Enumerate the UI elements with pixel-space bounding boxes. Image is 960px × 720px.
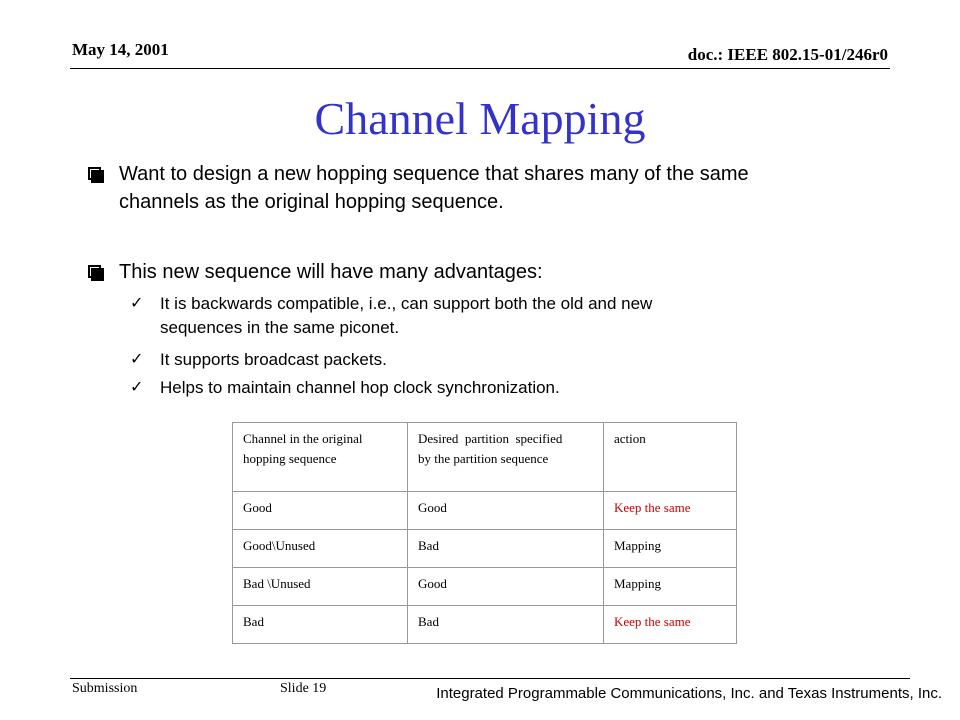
table-cell: Bad: [408, 606, 604, 644]
sub-bullet-text: Helps to maintain channel hop clock synchronization.: [160, 378, 560, 397]
header-divider: [70, 68, 890, 69]
square-bullet-icon: [88, 265, 101, 278]
channel-mapping-table: [232, 422, 737, 644]
header-text: Desired partition specified: [418, 431, 563, 446]
bullet-text: Want to design a new hopping sequence that shares many of the same: [119, 163, 749, 185]
header-date: May 14, 2001: [72, 40, 169, 59]
table-cell: Good: [408, 568, 604, 606]
table-row: [233, 568, 737, 606]
bullet-text: This new sequence will have many advantages:: [119, 261, 543, 283]
table-cell: Bad: [233, 606, 408, 644]
checkmark-icon: ✓: [130, 351, 144, 368]
footer-organization: Integrated Programmable Communications, Inc. and Texas Instruments, Inc.: [436, 685, 942, 702]
sub-bullet-text: It is backwards compatible, i.e., can support both the old and new: [160, 294, 653, 313]
checkmark-icon: ✓: [130, 379, 144, 396]
table-cell: Good: [408, 492, 604, 530]
footer-divider: [70, 678, 910, 679]
table-row: [233, 606, 737, 644]
sub-bullet-text: sequences in the same piconet.: [160, 318, 400, 337]
bullet-text: channels as the original hopping sequence.: [119, 191, 504, 213]
header-text: hopping sequence: [243, 451, 337, 466]
header-text: Channel in the original: [243, 431, 363, 446]
header-doc-id: doc.: IEEE 802.15-01/246r0: [687, 45, 888, 64]
table-header-row: [233, 423, 737, 492]
table-cell: Mapping: [604, 568, 737, 606]
table-header-cell: [408, 423, 604, 492]
table-row: [233, 530, 737, 568]
checkmark-icon: ✓: [130, 295, 144, 312]
sub-bullet-text: It supports broadcast packets.: [160, 350, 387, 369]
table-row: [233, 492, 737, 530]
footer-submission: Submission: [72, 681, 138, 696]
header-text: by the partition sequence: [418, 451, 549, 466]
table-cell: Bad: [408, 530, 604, 568]
slide-title: Channel Mapping: [314, 93, 646, 144]
footer-slide-number: Slide 19: [280, 681, 327, 696]
table-cell: Good\Unused: [233, 530, 408, 568]
table-cell: Good: [233, 492, 408, 530]
table-header-cell: [233, 423, 408, 492]
table-cell: Mapping: [604, 530, 737, 568]
header-text: action: [614, 431, 646, 446]
table-header-cell: [604, 423, 737, 492]
table-cell: Keep the same: [604, 492, 737, 530]
square-bullet-icon: [88, 167, 101, 180]
table-cell: Keep the same: [604, 606, 737, 644]
table-cell: Bad \Unused: [233, 568, 408, 606]
